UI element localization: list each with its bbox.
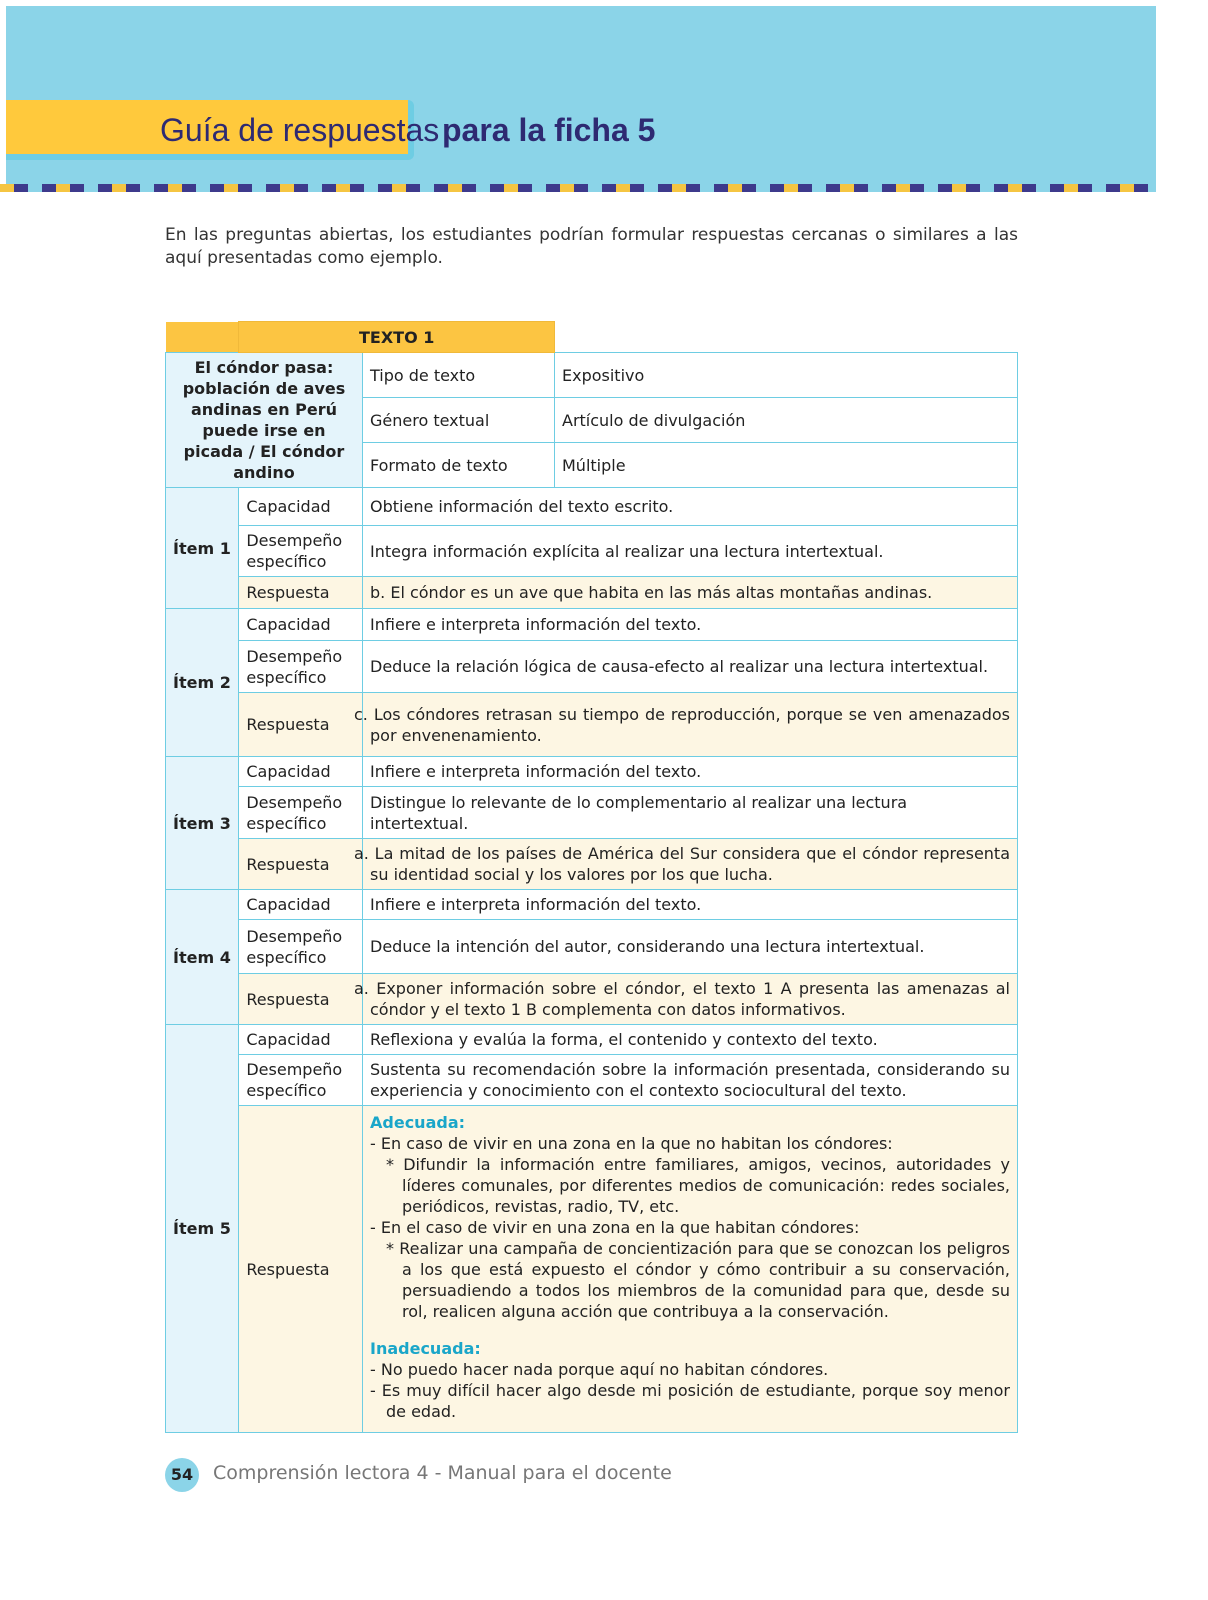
page-title: Guía de respuestas: [160, 112, 440, 148]
table-heading: TEXTO 1: [239, 322, 555, 353]
item-desempeno: Integra información explícita al realizar una lectura intertextual.: [363, 526, 1018, 577]
respuesta-label: Respuesta: [239, 577, 363, 609]
item-respuesta: a. Exponer información sobre el cóndor, el texto 1 A presenta las amenazas al cóndor y el texto 1 B complementa con datos informativos.: [363, 974, 1018, 1025]
desempeno-label: Desempeño específico: [239, 787, 363, 839]
adecuada-case-1: - En caso de vivir en una zona en la que no habitan los cóndores:: [370, 1134, 893, 1153]
item-label: Ítem 4: [166, 890, 239, 1025]
item-capacidad: Infiere e interpreta información del texto.: [363, 890, 1018, 920]
capacidad-label: Capacidad: [239, 757, 363, 787]
item-desempeno: Distingue lo relevante de lo complementario al realizar una lectura intertextual.: [363, 787, 1018, 839]
formato-label: Formato de texto: [363, 443, 555, 488]
header-band: [6, 6, 1156, 188]
capacidad-label: Capacidad: [239, 890, 363, 920]
item-desempeno: Sustenta su recomendación sobre la información presentada, considerando su experiencia y conocimiento con el contexto sociocultural del texto.: [363, 1055, 1018, 1106]
inadecuada-1: - No puedo hacer nada porque aquí no habitan cóndores.: [370, 1360, 829, 1379]
respuesta-label: Respuesta: [239, 974, 363, 1025]
capacidad-label: Capacidad: [239, 1025, 363, 1055]
desempeno-label: Desempeño específico: [239, 641, 363, 693]
item-label: Ítem 1: [166, 488, 239, 609]
respuesta-label: Respuesta: [239, 693, 363, 757]
inadecuada-2: - Es muy difícil hacer algo desde mi posición de estudiante, porque soy menor de edad.: [370, 1381, 1010, 1421]
item-capacidad: Obtiene información del texto escrito.: [363, 488, 1018, 526]
adecuada-case-2: - En el caso de vivir en una zona en la que habitan cóndores:: [370, 1218, 860, 1237]
item5-respuesta: [363, 1106, 1018, 1433]
adecuada-case-1-action: * Difundir la información entre familiares, amigos, vecinos, autoridades y líderes comunales, por diferentes medios de comunicación: redes sociales, periódicos, revistas, radio, TV, etc.: [386, 1155, 1010, 1216]
item-desempeno: Deduce la intención del autor, considerando una lectura intertextual.: [363, 920, 1018, 974]
tipo-label: Tipo de texto: [363, 353, 555, 398]
footer-text: Comprensión lectora 4 - Manual para el docente: [213, 1462, 672, 1484]
formato-value: Múltiple: [555, 443, 1018, 488]
header-stripe: [0, 184, 1156, 192]
tipo-value: Expositivo: [555, 353, 1018, 398]
desempeno-label: Desempeño específico: [239, 526, 363, 577]
inadecuada-heading: Inadecuada:: [370, 1339, 481, 1358]
item-label: Ítem 5: [166, 1025, 239, 1433]
item-desempeno: Deduce la relación lógica de causa-efecto al realizar una lectura intertextual.: [363, 641, 1018, 693]
genero-value: Artículo de divulgación: [555, 398, 1018, 443]
desempeno-label: Desempeño específico: [239, 920, 363, 974]
page-number: 54: [165, 1458, 199, 1492]
respuesta-label: Respuesta: [239, 839, 363, 890]
item-respuesta: a. La mitad de los países de América del Sur considera que el cóndor representa su identidad social y los valores por los que lucha.: [363, 839, 1018, 890]
item-capacidad: Infiere e interpreta información del texto.: [363, 757, 1018, 787]
adecuada-heading: Adecuada:: [370, 1113, 466, 1132]
item-respuesta: b. El cóndor es un ave que habita en las más altas montañas andinas.: [363, 577, 1018, 609]
genero-label: Género textual: [363, 398, 555, 443]
item-capacidad: Infiere e interpreta información del texto.: [363, 609, 1018, 641]
item-capacidad: Reflexiona y evalúa la forma, el contenido y contexto del texto.: [363, 1025, 1018, 1055]
answers-table: [165, 321, 1018, 1433]
capacidad-label: Capacidad: [239, 609, 363, 641]
desempeno-label: Desempeño específico: [239, 1055, 363, 1106]
intro-paragraph: En las preguntas abiertas, los estudiantes podrían formular respuestas cercanas o similares a las aquí presentadas como ejemplo.: [165, 225, 1018, 268]
capacidad-label: Capacidad: [239, 488, 363, 526]
text-title: El cóndor pasa: población de aves andinas en Perú puede irse en picada / El cóndor andino: [166, 353, 363, 488]
item-label: Ítem 3: [166, 757, 239, 890]
item-respuesta: c. Los cóndores retrasan su tiempo de reproducción, porque se ven amenazados por envenenamiento.: [363, 693, 1018, 757]
page-subtitle: para la ficha 5: [442, 112, 656, 148]
item-label: Ítem 2: [166, 609, 239, 757]
adecuada-case-2-action: * Realizar una campaña de concientización para que se conozcan los peligros a los que está expuesto el cóndor y cómo contribuir a su conservación, persuadiendo a todos los miembros de la comunidad para que, desde su rol, realicen alguna acción que contribuya a la conservación.: [386, 1239, 1010, 1321]
respuesta-label: Respuesta: [239, 1106, 363, 1433]
